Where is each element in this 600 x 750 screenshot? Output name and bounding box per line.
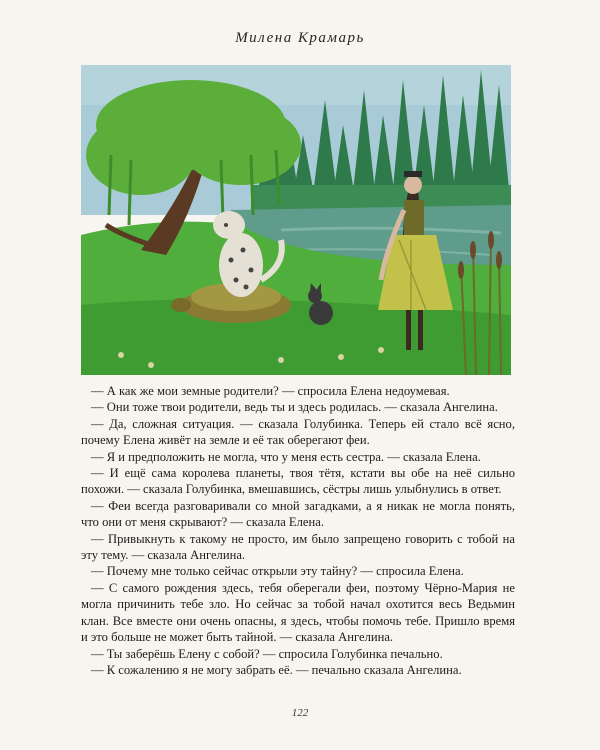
paragraph: — Они тоже твои родители, ведь ты и здесь родилась. — сказала Ангелина. <box>91 400 498 415</box>
paragraph: — Ты заберёшь Елену с собой? — спросила Голубинка печально. <box>91 646 443 661</box>
paragraph: — И ещё сама королева планеты, твоя тётя, кстати вы обе на неё сильно похожи. — сказала Голубинка, вмешавшись, сёстры лишь улыбнулись в ответ. <box>81 466 515 497</box>
paragraph: — Феи всегда разговаривали со мной загадками, а я никак не могла понять, что они от меня скрывают? — сказала Елена. <box>81 498 515 530</box>
paragraph: — К сожалению я не могу забрать её. — печально сказала Ангелина. <box>91 662 462 677</box>
body-text <box>81 383 515 678</box>
paragraph: — Привыкнуть к такому не просто, им было запрещено говорить с тобой на эту тему. — сказала Ангелина. <box>81 531 515 563</box>
running-title: Милена Крамарь <box>235 30 365 46</box>
page-number: 122 <box>291 707 309 719</box>
paragraph: — Я и предположить не могла, что у меня есть сестра. — сказала Елена. <box>91 449 481 464</box>
paragraph: — С самого рождения здесь, тебя оберегали феи, поэтому Чёрно-Мария не могла причинить тебе зло. Но сейчас за тобой начал охотится весь Ведьмин клан. Все вместе они очень опасны, я здесь, чтобы помочь тебе. Пришло время и это больше не может быть тайной. — сказала Ангелина. <box>81 580 515 645</box>
paragraph: — Почему мне только сейчас открыли эту тайну? — спросила Елена. <box>91 564 464 579</box>
illustration <box>81 65 511 375</box>
paragraph: — А как же мои земные родители? — спросила Елена недоумевая. <box>91 384 450 398</box>
paragraph: — Да, сложная ситуация. — сказала Голубинка. Теперь ей стало всё ясно, почему Елена живёт на земле и её так оберегают феи. <box>81 416 515 448</box>
